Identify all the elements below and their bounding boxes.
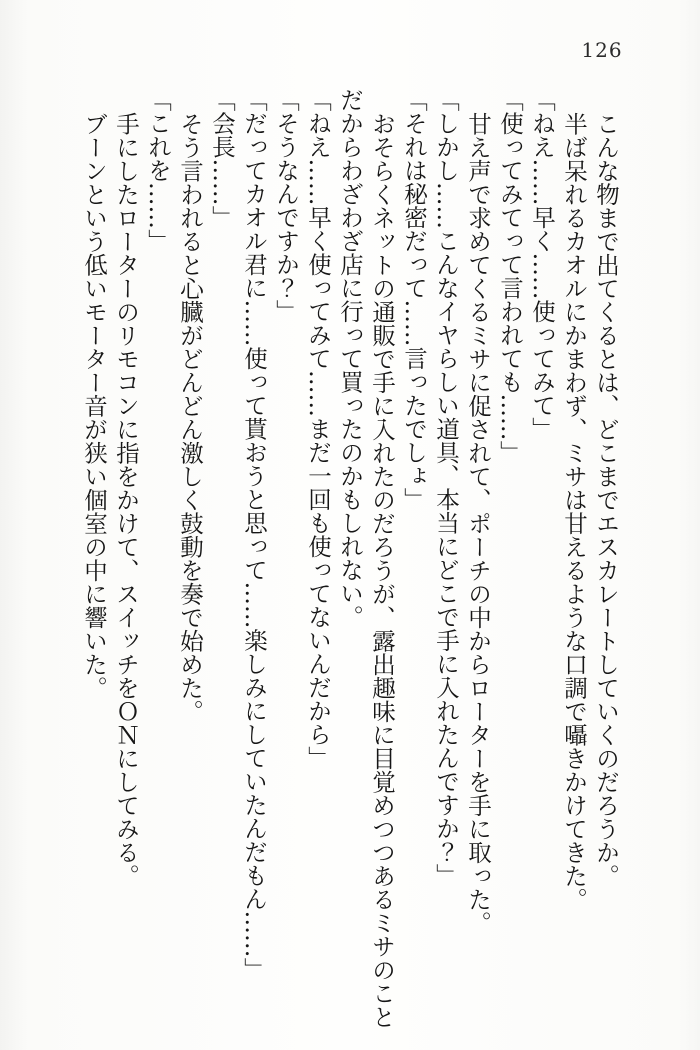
paragraph: 「会長……」 [208,88,236,229]
paragraph: 「ねえ……早く……使ってみて」 [528,88,556,441]
paragraph: 「ねえ……早く使ってみて……まだ一回も使ってないんだから」 [304,88,332,770]
paragraph: 「しかし……こんなイヤらしい道具、本当にどこで手に入れたんですか？」 [432,88,460,887]
paragraph: 「そうなんですか？」 [272,88,300,323]
paragraph: 「使ってみてって言われても……」 [496,88,524,464]
paragraph: 「だってカオル君に……使って貰おうと思って……楽しみにしていたんだもん……」 [240,88,268,981]
paragraph: 「これを……」 [144,88,172,253]
page-number: 126 [581,38,623,62]
paragraph: ブーンという低いモーター音が狭い個室の中に響いた。 [80,111,108,699]
text-block [78,88,622,1033]
paragraph: こんな物まで出てくるとは、どこまでエスカレートしていくのだろうか。 [592,111,620,887]
paragraph: 「それは秘密だって……言ったでしょ」 [400,88,428,511]
paragraph: 手にしたローターのリモコンに指をかけて、スイッチをＯＮにしてみる。 [112,111,140,887]
paragraph: 甘え声で求めてくるミサに促されて、ポーチの中からローターを手に取った。 [464,111,492,934]
paragraph: そう言われると心臓がどんどん激しく鼓動を奏で始めた。 [176,111,204,723]
paragraph: 半ば呆れるカオルにかまわず、ミサは甘えるような口調で囁きかけてきた。 [560,111,588,911]
paragraph: おそらくネットの通販で手に入れたのだろうが、露出趣味に目覚めつつあるミサのことだからわざわざ店に行って買ったのかもしれない。 [336,88,396,1028]
